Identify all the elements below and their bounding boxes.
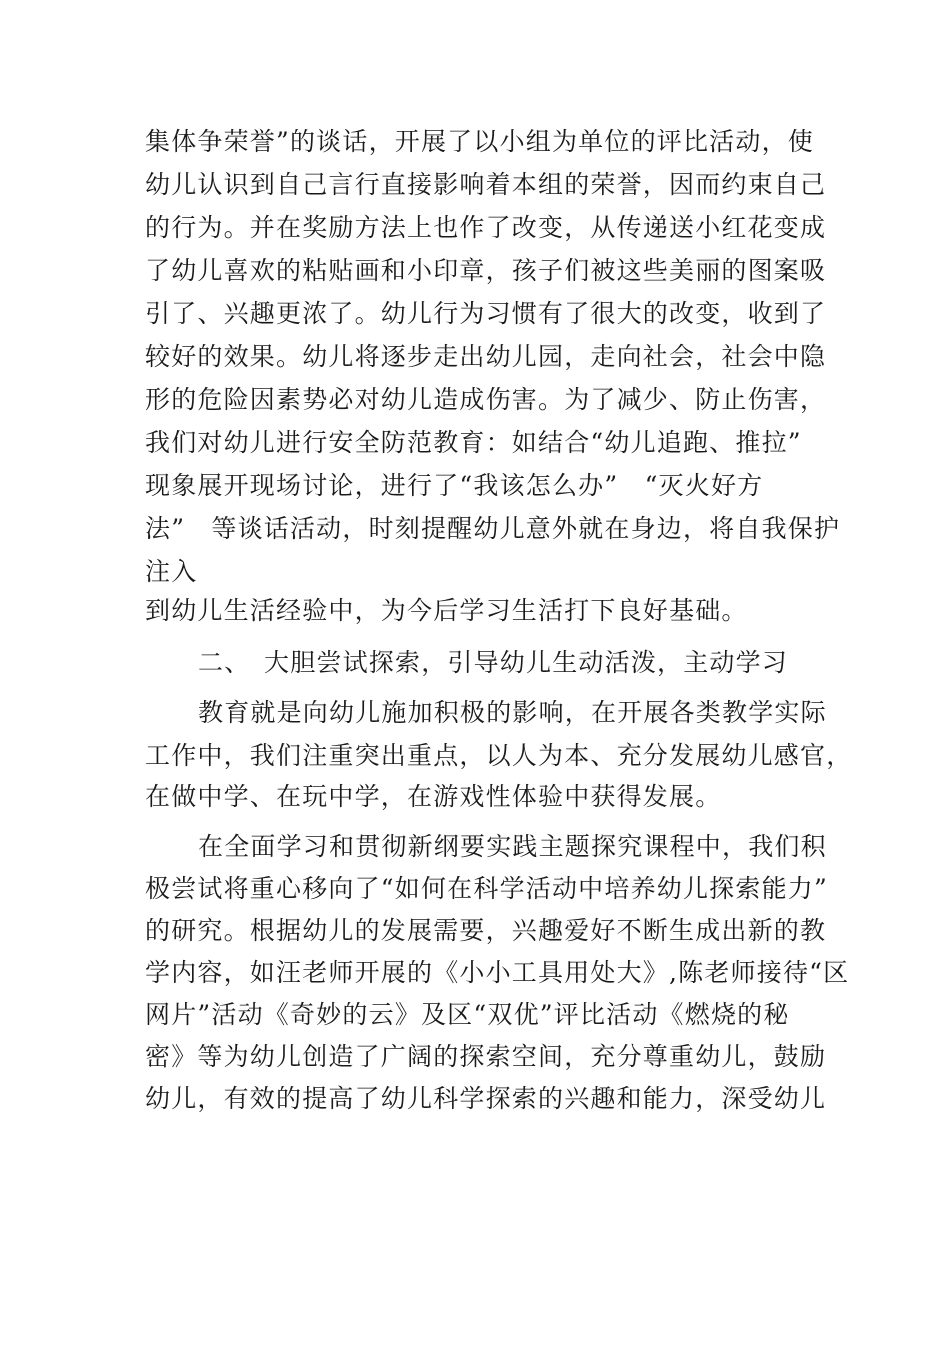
text-line: 学内容，如汪老师开展的《小小工具用处大》,陈老师接待“区 bbox=[145, 958, 850, 987]
text-line: 工作中，我们注重突出重点，以人为本、充分发展幼儿感官， bbox=[145, 741, 853, 770]
text-line: 较好的效果。幼儿将逐步走出幼儿园，走向社会，社会中隐 bbox=[145, 342, 827, 371]
text-line: 在全面学习和贯彻新纲要实践主题探究课程中，我们积 bbox=[198, 832, 827, 861]
text-line: 到幼儿生活经验中，为今后学习生活打下良好基础。 bbox=[145, 596, 748, 625]
text-line: 教育就是向幼儿施加积极的影响，在开展各类教学实际 bbox=[198, 698, 827, 727]
text-line: 集体争荣誉”的谈话，开展了以小组为单位的评比活动，使 bbox=[145, 127, 814, 156]
text-line: 的行为。并在奖励方法上也作了改变，从传递送小红花变成 bbox=[145, 213, 827, 242]
text-line: 幼儿认识到自己言行直接影响着本组的荣誉，因而约束自己 bbox=[145, 170, 827, 199]
text-line: 的研究。根据幼儿的发展需要，兴趣爱好不断生成出新的教 bbox=[145, 916, 827, 945]
text-line: 了幼儿喜欢的粘贴画和小印章，孩子们被这些美丽的图案吸 bbox=[145, 256, 827, 285]
text-line: 我们对幼儿进行安全防范教育：如结合“幼儿追跑、推拉” bbox=[145, 428, 802, 457]
text-line: 极尝试将重心移向了“如何在科学活动中培养幼儿探索能力” bbox=[145, 874, 828, 903]
text-line: 在做中学、在玩中学，在游戏性体验中获得发展。 bbox=[145, 782, 722, 811]
text-line: 幼儿，有效的提高了幼儿科学探索的兴趣和能力，深受幼儿 bbox=[145, 1084, 827, 1113]
text-line: 注入 bbox=[145, 557, 198, 586]
text-line: 法” 等谈话活动，时刻提醒幼儿意外就在身边，将自我保护 bbox=[145, 514, 841, 543]
text-line: 密》等为幼儿创造了广阔的探索空间，充分尊重幼儿，鼓励 bbox=[145, 1042, 827, 1071]
section-number: 二、 bbox=[198, 648, 251, 677]
text-line: 引了、兴趣更浓了。幼儿行为习惯有了很大的改变，收到了 bbox=[145, 299, 827, 328]
text-line: 现象展开现场讨论，进行了“我该怎么办” “灭火好方 bbox=[145, 471, 764, 500]
text-line: 形的危险因素势必对幼儿造成伤害。为了减少、防止伤害， bbox=[145, 385, 827, 414]
text-line: 网片”活动《奇妙的云》及区“双优”评比活动《燃烧的秘 bbox=[145, 1000, 790, 1029]
section-title: 大胆尝试探索，引导幼儿生动活泼，主动学习 bbox=[264, 648, 789, 677]
section-heading bbox=[198, 648, 788, 678]
